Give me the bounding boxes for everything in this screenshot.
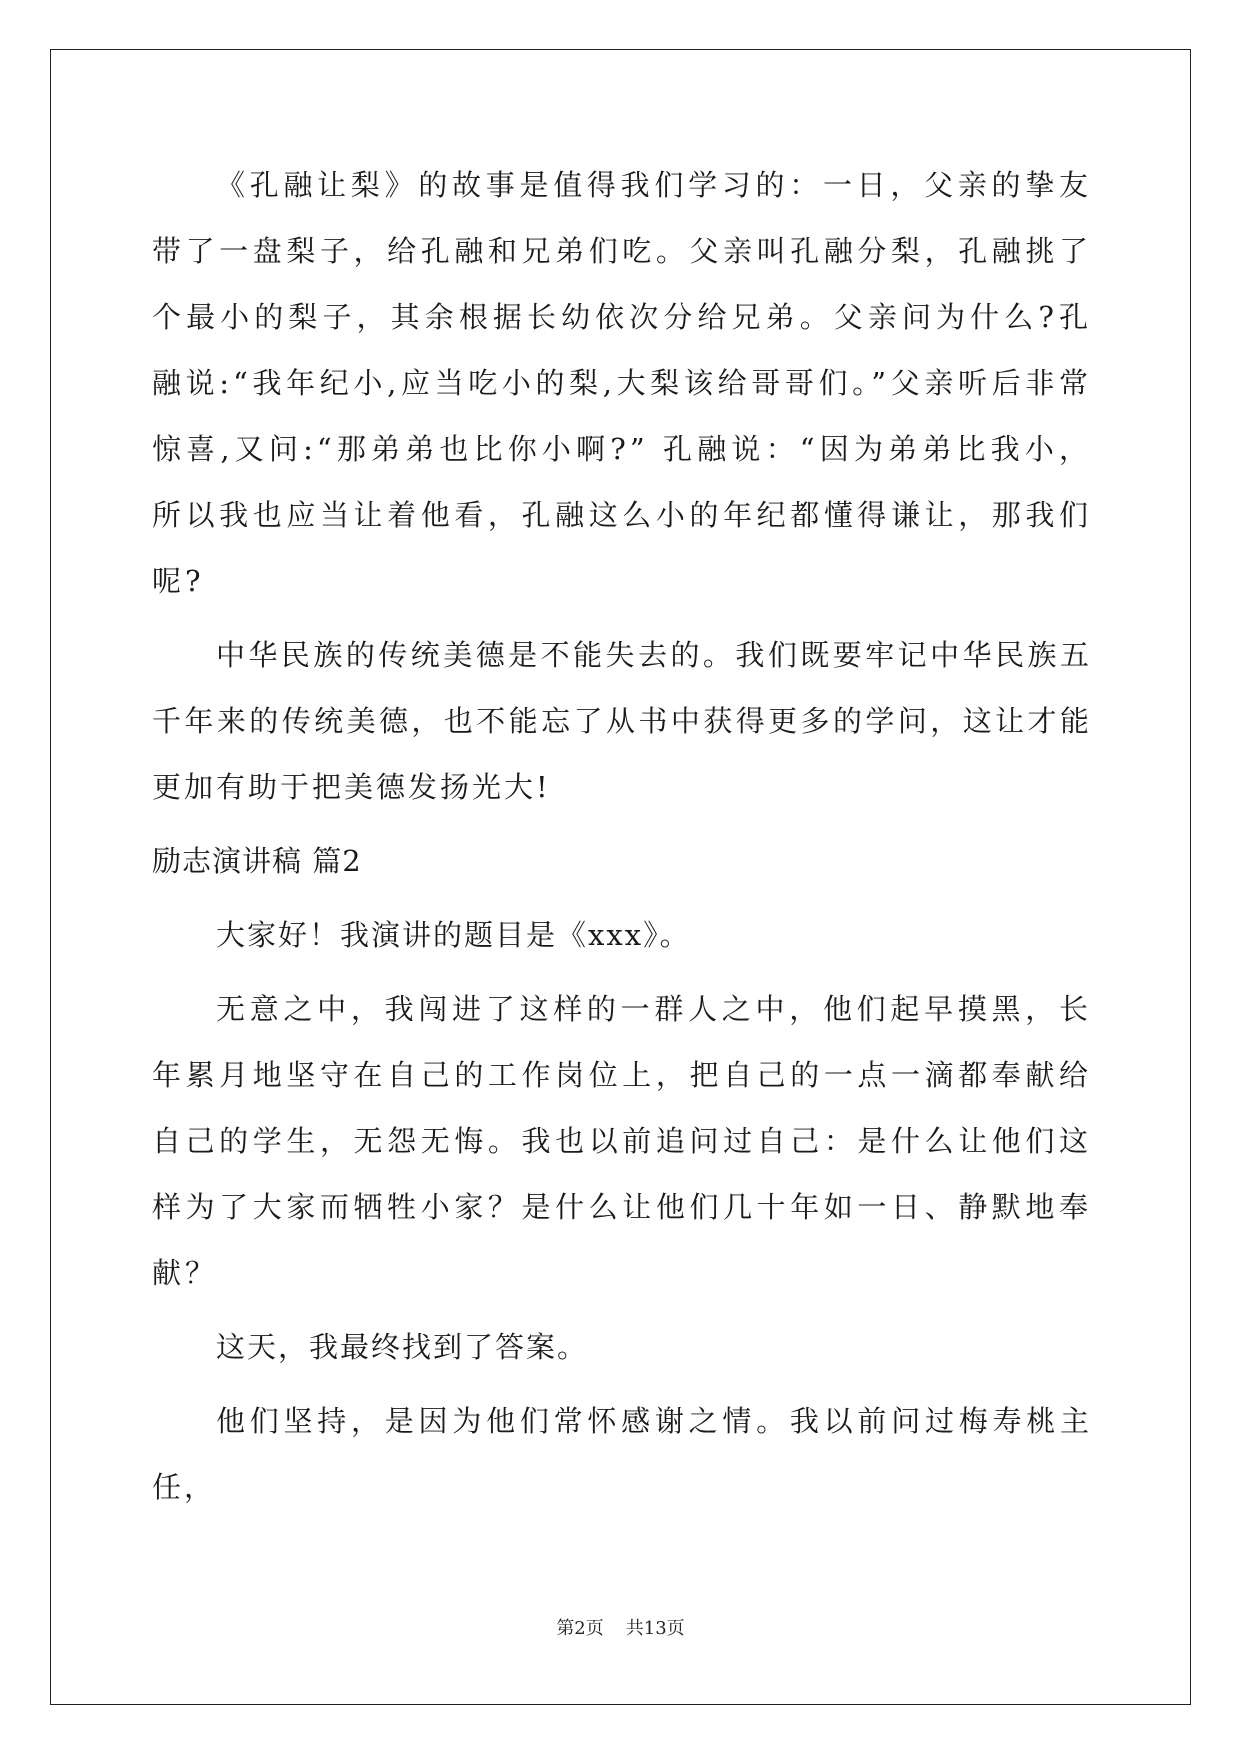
paragraph: 《孔融让梨》的故事是值得我们学习的：一日，父亲的挚友带了一盘梨子，给孔融和兄弟们吃。父亲叫孔融分梨，孔融挑了个最小的梨子，其余根据长幼依次分给兄弟。父亲问为什么?孔融说:“我年纪小,应当吃小的梨,大梨该给哥哥们。”父亲听后非常惊喜,又问:“那弟弟也比你小啊?” 孔融说：“因为弟弟比我小，所以我也应当让着他看，孔融这么小的年纪都懂得谦让，那我们呢? <box>152 168 1092 598</box>
paragraph: 无意之中，我闯进了这样的一群人之中，他们起早摸黑，长年累月地坚守在自己的工作岗位上，把自己的一点一滴都奉献给自己的学生，无怨无悔。我也以前追问过自己：是什么让他们这样为了大家而牺牲小家？是什么让他们几十年如一日、静默地奉献？ <box>152 992 1092 1290</box>
page-footer <box>0 1614 1241 1640</box>
section-heading: 励志演讲稿 篇2 <box>152 844 362 878</box>
paragraph: 这天，我最终找到了答案。 <box>216 1330 589 1364</box>
page-total: 共13页 <box>625 1618 685 1639</box>
page-number: 第2页 <box>556 1618 604 1639</box>
paragraph: 他们坚持，是因为他们常怀感谢之情。我以前问过梅寿桃主任， <box>152 1404 1092 1504</box>
document-body <box>152 152 1092 1528</box>
paragraph: 中华民族的传统美德是不能失去的。我们既要牢记中华民族五千年来的传统美德，也不能忘了从书中获得更多的学问，这让才能更加有助于把美德发扬光大! <box>152 638 1092 804</box>
paragraph: 大家好！我演讲的题目是《xxx》。 <box>216 918 691 952</box>
